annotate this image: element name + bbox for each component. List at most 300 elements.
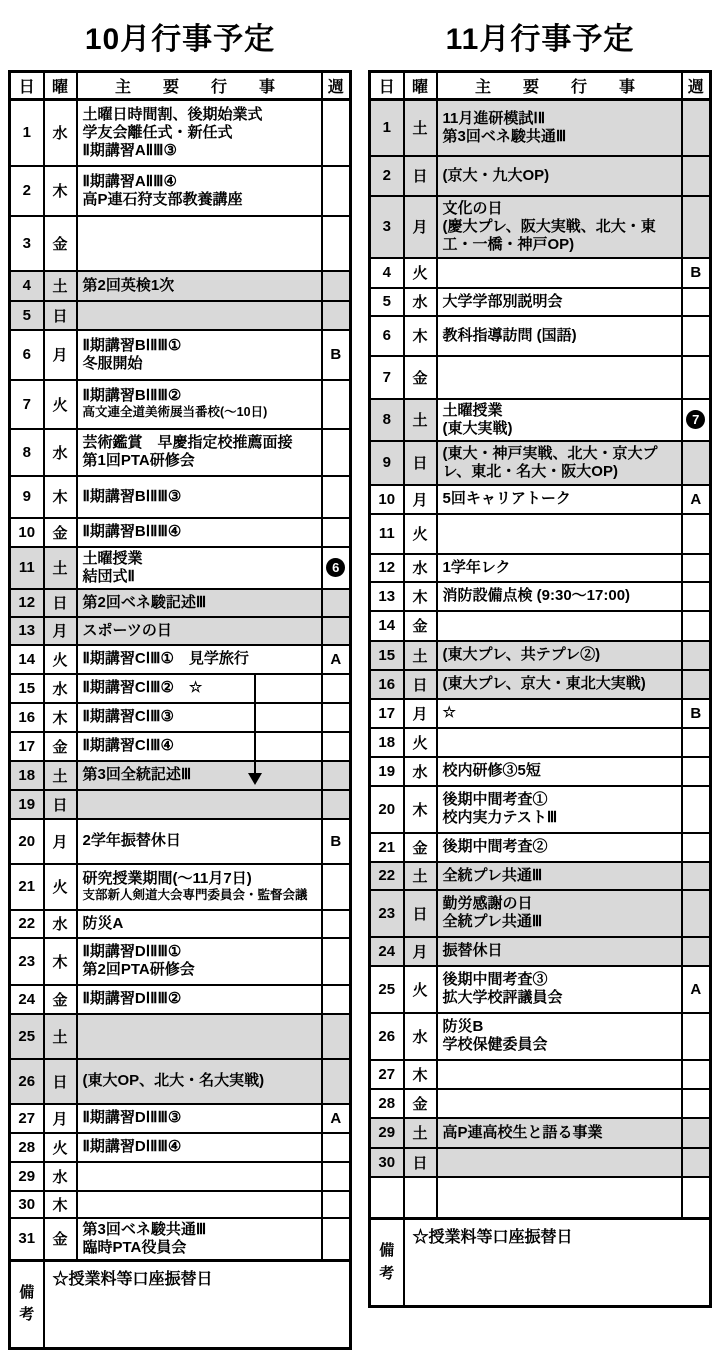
events-cell	[437, 514, 682, 554]
weekday-cell: 水	[404, 757, 437, 786]
event-text: 2学年振替休日	[82, 832, 181, 849]
event-text: スポーツの日	[82, 621, 172, 639]
week-cell	[682, 1089, 711, 1118]
event-text: Ⅱ期講習DⅠⅡⅢ①	[82, 943, 182, 960]
calendar-row	[10, 429, 351, 476]
week-cell	[322, 938, 351, 985]
events-cell	[77, 1014, 322, 1059]
weekday-cell: 日	[404, 441, 437, 485]
week-cell: B	[322, 330, 351, 380]
day-cell: 7	[10, 380, 44, 429]
november-title: 11月行事予定	[445, 23, 635, 56]
event-text: 振替休日	[442, 942, 503, 959]
calendar-row	[370, 196, 711, 258]
weekday-cell: 金	[44, 216, 77, 271]
weekday-cell: 金	[44, 985, 77, 1014]
day-cell: 25	[370, 966, 404, 1013]
week-cell	[682, 356, 711, 399]
day-cell: 7	[370, 356, 404, 399]
calendar-row	[370, 316, 711, 356]
header-weekday: 曜	[44, 72, 77, 100]
week-cell	[322, 476, 351, 518]
day-cell: 22	[370, 862, 404, 890]
event-text: 第1回PTA研修会	[82, 452, 195, 469]
calendar-row	[370, 441, 711, 485]
week-cell	[682, 862, 711, 890]
week-cell	[682, 1118, 711, 1148]
event-text: 第3回ベネ駿共通Ⅲ	[82, 1220, 207, 1238]
event-text: 1学年レク	[442, 558, 511, 576]
weekday-cell: 金	[404, 833, 437, 862]
day-cell: 18	[10, 761, 44, 790]
events-cell	[77, 864, 322, 910]
events-cell	[437, 156, 682, 196]
calendar-row	[370, 1013, 711, 1060]
weekday-cell: 金	[404, 611, 437, 641]
event-text: 第3回ベネ駿共通Ⅲ	[442, 127, 567, 145]
events-cell	[77, 166, 322, 216]
weekday-cell: 水	[404, 1013, 437, 1060]
october-rows	[10, 100, 351, 1349]
weekday-cell: 水	[44, 100, 77, 166]
week-cell	[682, 1177, 711, 1219]
week-cell	[682, 288, 711, 316]
events-cell	[77, 703, 322, 732]
weekday-cell: 木	[404, 582, 437, 611]
events-cell	[77, 819, 322, 864]
october-calendar	[8, 12, 352, 1350]
calendar-row	[10, 645, 351, 674]
events-cell	[77, 1162, 322, 1191]
week-cell: B	[682, 699, 711, 728]
events-cell	[437, 582, 682, 611]
events-cell	[437, 100, 682, 156]
weekday-cell: 火	[404, 258, 437, 288]
week-cell	[322, 732, 351, 761]
weekday-cell: 月	[44, 1104, 77, 1133]
week-cell	[322, 429, 351, 476]
day-cell: 14	[370, 611, 404, 641]
day-cell: 28	[10, 1133, 44, 1162]
weekday-cell: 火	[44, 864, 77, 910]
event-text: Ⅱ期講習DⅠⅡⅢ②	[82, 990, 182, 1007]
day-cell: 23	[10, 938, 44, 985]
events-cell	[437, 258, 682, 288]
week-cell	[682, 786, 711, 833]
events-cell	[437, 862, 682, 890]
week-cell	[322, 761, 351, 790]
weekday-cell: 金	[404, 1089, 437, 1118]
day-cell: 18	[370, 728, 404, 757]
calendar-row	[10, 330, 351, 380]
week-cell	[682, 1013, 711, 1060]
week-cell	[682, 890, 711, 937]
events-cell	[437, 288, 682, 316]
events-cell	[77, 1104, 322, 1133]
event-text: 校内研修③5短	[442, 762, 541, 779]
day-cell: 11	[10, 547, 44, 589]
calendar-row	[10, 1191, 351, 1218]
week-cell: B	[322, 819, 351, 864]
week-cell	[682, 1148, 711, 1177]
remarks-text: ☆授業料等口座振替日	[44, 1260, 351, 1348]
week-cell	[682, 514, 711, 554]
november-header-row	[370, 72, 711, 100]
week-cell	[682, 728, 711, 757]
event-text: 結団式Ⅱ	[82, 567, 135, 585]
events-cell	[437, 1013, 682, 1060]
calendar-row	[370, 1177, 711, 1219]
events-cell	[77, 301, 322, 330]
calendar-row	[370, 258, 711, 288]
events-cell	[437, 1148, 682, 1177]
events-cell	[77, 938, 322, 985]
events-cell	[77, 1059, 322, 1104]
day-cell: 16	[370, 670, 404, 699]
event-text: 文化の日	[442, 199, 503, 217]
weekday-cell: 月	[44, 330, 77, 380]
events-cell	[77, 674, 322, 703]
november-schedule-table	[368, 70, 712, 1308]
week-cell	[682, 641, 711, 670]
event-text: Ⅱ期講習BⅠⅡⅢ③	[82, 487, 182, 505]
calendar-row	[370, 786, 711, 833]
day-cell: 19	[370, 757, 404, 786]
calendar-row	[370, 485, 711, 514]
events-cell	[437, 966, 682, 1013]
event-text: 防災A	[82, 914, 124, 932]
calendar-row	[370, 641, 711, 670]
event-text: 後期中間考査③	[442, 971, 548, 988]
weekday-cell: 土	[404, 100, 437, 156]
event-text: 第2回ベネ駿記述Ⅲ	[82, 593, 207, 611]
calendar-row	[370, 1118, 711, 1148]
calendar-row	[10, 589, 351, 617]
events-cell	[437, 786, 682, 833]
october-header-row	[10, 72, 351, 100]
remarks-row	[370, 1219, 711, 1307]
week-cell	[682, 833, 711, 862]
week-cell	[322, 910, 351, 938]
event-text: (東大OP、北大・名大実戦)	[82, 1072, 265, 1089]
calendar-row	[370, 100, 711, 156]
day-cell: 30	[10, 1191, 44, 1218]
weekday-cell: 日	[404, 156, 437, 196]
weekday-cell: 月	[404, 699, 437, 728]
calendar-row	[10, 518, 351, 547]
calendar-row	[10, 1059, 351, 1104]
events-cell	[437, 890, 682, 937]
event-text: 消防設備点検 (9:30～17:00)	[442, 587, 631, 604]
event-text: 後期中間考査①	[442, 791, 548, 808]
weekday-cell: 水	[44, 1162, 77, 1191]
week-cell	[682, 554, 711, 582]
weekday-cell: 月	[404, 937, 437, 966]
day-cell: 9	[370, 441, 404, 485]
calendar-row	[370, 966, 711, 1013]
events-cell	[437, 833, 682, 862]
calendar-row	[10, 910, 351, 938]
calendar-row	[10, 617, 351, 645]
october-title: 10月行事予定	[84, 23, 276, 56]
calendar-row	[10, 1014, 351, 1059]
event-text: (京大・九大OP)	[442, 166, 550, 184]
event-text: 高文連全道美術展当番校(～10日)	[82, 405, 268, 420]
day-cell: 24	[10, 985, 44, 1014]
weekday-cell	[404, 1177, 437, 1219]
event-text: Ⅱ期講習DⅠⅡⅢ④	[82, 1138, 182, 1155]
week-cell	[682, 611, 711, 641]
day-cell: 23	[370, 890, 404, 937]
day-cell: 3	[370, 196, 404, 258]
week-number-badge: 6	[326, 558, 345, 577]
event-text: 学友会離任式・新任式	[82, 123, 233, 141]
remarks-label: 備考	[370, 1219, 404, 1307]
remarks-label: 備考	[10, 1260, 44, 1348]
event-text: 学校保健委員会	[442, 1036, 548, 1053]
week-cell	[322, 547, 351, 589]
event-text: 勤労感謝の日	[442, 895, 533, 912]
week-cell	[322, 617, 351, 645]
events-cell	[77, 790, 322, 819]
day-cell: 25	[10, 1014, 44, 1059]
week-cell	[322, 790, 351, 819]
week-number-badge: 7	[686, 410, 705, 429]
event-text: 全統プレ共通Ⅲ	[442, 866, 543, 884]
calendar-row	[10, 761, 351, 790]
day-cell: 13	[10, 617, 44, 645]
day-cell: 4	[10, 271, 44, 301]
events-cell	[437, 699, 682, 728]
calendar-row	[10, 166, 351, 216]
week-cell	[322, 380, 351, 429]
day-cell: 20	[10, 819, 44, 864]
weekday-cell: 火	[44, 1133, 77, 1162]
day-cell: 22	[10, 910, 44, 938]
weekday-cell: 木	[404, 1060, 437, 1089]
events-cell	[77, 100, 322, 166]
event-text: 芸術鑑賞 早慶指定校推薦面接	[82, 434, 293, 451]
events-cell	[437, 399, 682, 441]
weekday-cell: 木	[44, 476, 77, 518]
week-cell	[682, 757, 711, 786]
calendar-row	[370, 554, 711, 582]
calendar-row	[10, 271, 351, 301]
week-cell	[322, 1133, 351, 1162]
calendar-row	[370, 757, 711, 786]
event-text: Ⅱ期講習AⅡⅢ④	[82, 172, 177, 190]
calendar-row	[370, 399, 711, 441]
day-cell: 6	[10, 330, 44, 380]
event-text: 5回キャリアトーク	[442, 490, 571, 507]
week-cell	[682, 156, 711, 196]
header-weekday: 曜	[404, 72, 437, 100]
calendar-row	[10, 301, 351, 330]
day-cell: 24	[370, 937, 404, 966]
weekday-cell: 水	[404, 554, 437, 582]
event-text: 防災B	[442, 1018, 484, 1035]
event-text: (東大実戦)	[442, 419, 513, 437]
events-cell	[437, 1089, 682, 1118]
events-cell	[77, 761, 322, 790]
week-cell	[682, 937, 711, 966]
weekday-cell: 木	[44, 166, 77, 216]
event-text: 全統プレ共通Ⅲ	[442, 913, 543, 930]
weekday-cell: 土	[44, 271, 77, 301]
week-cell	[322, 271, 351, 301]
event-text: 第2回英検1次	[82, 276, 175, 294]
events-cell	[437, 196, 682, 258]
events-cell	[437, 611, 682, 641]
calendar-row	[10, 380, 351, 429]
day-cell: 27	[370, 1060, 404, 1089]
weekday-cell: 金	[44, 732, 77, 761]
week-cell	[682, 441, 711, 485]
calendar-row	[10, 674, 351, 703]
weekday-cell: 土	[404, 641, 437, 670]
calendar-row	[10, 547, 351, 589]
week-cell: B	[682, 258, 711, 288]
day-cell: 19	[10, 790, 44, 819]
week-cell	[322, 985, 351, 1014]
week-cell	[322, 518, 351, 547]
event-text: 支部新人剣道大会専門委員会・監督会議	[82, 887, 308, 902]
events-cell	[437, 728, 682, 757]
events-cell	[437, 1060, 682, 1089]
week-cell	[682, 399, 711, 441]
events-cell	[437, 670, 682, 699]
weekday-cell: 日	[404, 670, 437, 699]
events-cell	[77, 429, 322, 476]
day-cell: 5	[370, 288, 404, 316]
week-cell	[682, 1060, 711, 1089]
weekday-cell: 火	[404, 728, 437, 757]
event-text: Ⅱ期講習CⅠⅢ④	[82, 737, 174, 754]
events-cell	[77, 476, 322, 518]
event-text: 大学学部別説明会	[442, 292, 563, 310]
events-cell	[77, 547, 322, 589]
event-text: (東大プレ、京大・東北大実戦)	[442, 675, 646, 692]
weekday-cell: 月	[404, 196, 437, 258]
day-cell: 3	[10, 216, 44, 271]
weekday-cell: 水	[404, 288, 437, 316]
calendar-row	[370, 670, 711, 699]
day-cell: 6	[370, 316, 404, 356]
week-cell	[682, 670, 711, 699]
calendar-row	[370, 699, 711, 728]
event-text: Ⅱ期講習AⅡⅢ③	[82, 141, 177, 159]
day-cell: 10	[370, 485, 404, 514]
event-text: 土曜日時間割、後期始業式	[82, 105, 263, 123]
event-text: Ⅱ期講習BⅠⅡⅢ①	[82, 336, 182, 354]
day-cell: 16	[10, 703, 44, 732]
event-text: Ⅱ期講習BⅠⅡⅢ②	[82, 387, 182, 405]
events-cell	[77, 589, 322, 617]
calendar-row	[10, 1104, 351, 1133]
day-cell: 4	[370, 258, 404, 288]
event-text: (東大・神戸実戦、北大・京大プレ、東北・名大・阪大OP)	[442, 444, 658, 480]
week-cell: A	[682, 966, 711, 1013]
week-cell	[322, 703, 351, 732]
events-cell	[77, 1191, 322, 1218]
events-cell	[77, 1133, 322, 1162]
day-cell	[370, 1177, 404, 1219]
event-text: 土曜授業	[442, 401, 503, 419]
november-rows	[370, 100, 711, 1307]
event-text: ☆	[442, 704, 456, 721]
day-cell: 26	[370, 1013, 404, 1060]
events-cell	[77, 617, 322, 645]
week-cell: A	[322, 645, 351, 674]
events-cell	[77, 330, 322, 380]
events-cell	[77, 645, 322, 674]
day-cell: 15	[370, 641, 404, 670]
event-text: 後期中間考査②	[442, 838, 548, 855]
event-text: 第3回全統記述Ⅲ	[82, 766, 192, 783]
weekday-cell: 火	[44, 380, 77, 429]
day-cell: 1	[370, 100, 404, 156]
day-cell: 21	[10, 864, 44, 910]
calendar-row	[370, 728, 711, 757]
day-cell: 17	[10, 732, 44, 761]
week-cell: A	[682, 485, 711, 514]
calendar-row	[10, 476, 351, 518]
calendar-row	[10, 864, 351, 910]
weekday-cell: 日	[44, 589, 77, 617]
events-cell	[437, 641, 682, 670]
event-text: Ⅱ期講習CⅠⅢ③	[82, 708, 174, 725]
event-text: Ⅱ期講習DⅠⅡⅢ③	[82, 1109, 182, 1126]
week-cell	[682, 582, 711, 611]
day-cell: 1	[10, 100, 44, 166]
day-cell: 8	[370, 399, 404, 441]
day-cell: 10	[10, 518, 44, 547]
weekday-cell: 土	[44, 547, 77, 589]
weekday-cell: 火	[404, 966, 437, 1013]
header-main-events: 主 要 行 事	[437, 72, 682, 100]
calendar-row	[370, 514, 711, 554]
weekday-cell: 月	[404, 485, 437, 514]
events-cell	[77, 380, 322, 429]
october-schedule-table	[8, 70, 352, 1350]
remarks-row	[10, 1260, 351, 1348]
event-text: 11月進研模試ⅠⅡ	[442, 109, 546, 127]
calendar-row	[370, 356, 711, 399]
events-cell	[77, 1218, 322, 1261]
weekday-cell: 日	[44, 301, 77, 330]
events-cell	[437, 485, 682, 514]
week-cell	[322, 166, 351, 216]
event-text: 高P連高校生と語る事業	[442, 1123, 603, 1141]
calendar-row	[10, 732, 351, 761]
week-cell	[322, 301, 351, 330]
event-text: 研究授業期間(～11月7日)	[82, 869, 252, 887]
week-cell	[322, 1191, 351, 1218]
weekday-cell: 金	[44, 518, 77, 547]
weekday-cell: 日	[44, 790, 77, 819]
events-cell	[77, 271, 322, 301]
events-cell	[437, 757, 682, 786]
weekday-cell: 木	[44, 938, 77, 985]
week-cell	[322, 100, 351, 166]
calendar-row	[370, 862, 711, 890]
week-cell	[322, 674, 351, 703]
week-cell	[682, 316, 711, 356]
event-text: 第2回PTA研修会	[82, 961, 195, 978]
calendar-row	[10, 985, 351, 1014]
weekday-cell: 土	[404, 1118, 437, 1148]
day-cell: 2	[10, 166, 44, 216]
